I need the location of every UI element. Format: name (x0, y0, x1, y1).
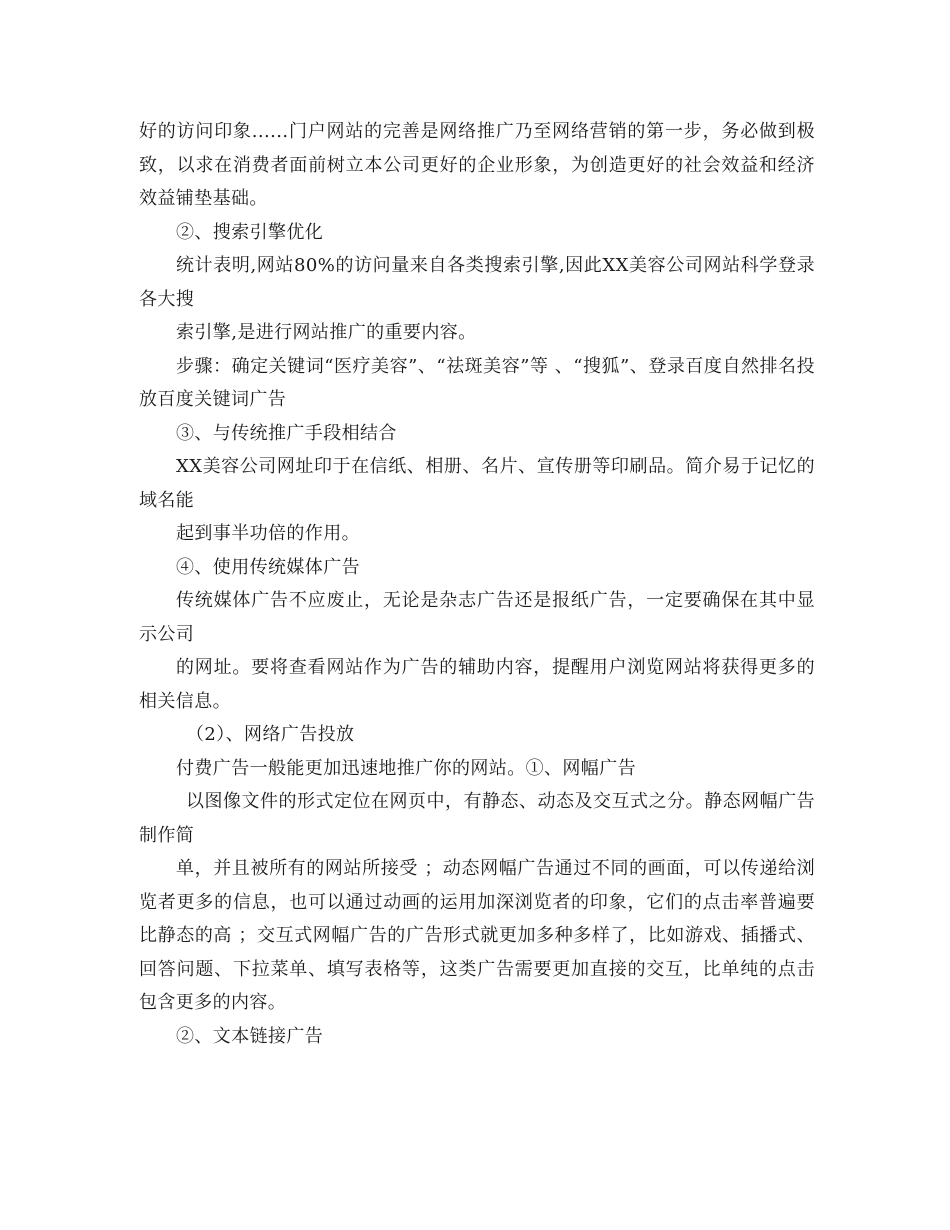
paragraph-print-materials: XX美容公司网址印于在信纸、相册、名片、宣传册等印刷品。简介易于记忆的域名能 (139, 456, 815, 511)
heading-search-engine-optimization: ②、搜索引擎优化 (176, 221, 324, 243)
document-body (139, 115, 815, 1053)
paragraph-search-stats: 统计表明,网站80%的访问量来自各类搜索引擎,因此XX美容公司网站科学登录各大搜 (139, 255, 815, 310)
heading-traditional-media: ④、使用传统媒体广告 (176, 556, 360, 578)
paragraph-steps: 步骤：确定关键词“医疗美容”、“祛斑美容”等 、“搜狐”、登录百度自然排名投放百度关键词广告 (139, 355, 815, 410)
heading-traditional-promotion: ③、与传统推广手段相结合 (176, 422, 397, 444)
paragraph-paid-ads: 付费广告一般能更加迅速地推广你的网站。①、网幅广告 (176, 757, 636, 779)
paragraph-print-materials-cont: 起到事半功倍的作用。 (176, 523, 360, 544)
heading-online-ads: （2）、网络广告投放 (186, 724, 355, 745)
paragraph-intro-continuation: 好的访问印象......门户网站的完善是网络推广乃至网络营销的第一步，务必做到极致，以求在消费者面前树立本公司更好的企业形象，为创造更好的社会效益和经济效益铺垫基础。 (139, 121, 815, 209)
paragraph-banner-ads-cont: 单，并且被所有的网站所接受 ；动态网幅广告通过不同的画面，可以传递给浏览者更多的信息，也可以通过动画的运用加深浏览者的印象，它们的点击率普遍要比静态的高 ；交互式网幅广告的广告形式就更加多种多样了，比如游戏、插播式、回答问题、下拉菜单、填写表格等，这类广告需要更加直接的交互，比单纯的点击包含更多的内容。 (139, 858, 815, 1013)
paragraph-search-stats-cont: 索引擎,是进行网站推广的重要内容。 (176, 322, 477, 343)
heading-text-link-ads: ②、文本链接广告 (176, 1025, 324, 1047)
paragraph-banner-ads: 以图像文件的形式定位在网页中，有静态、动态及交互式之分。静态网幅广告制作简 (139, 791, 815, 846)
paragraph-traditional-media: 传统媒体广告不应废止，无论是杂志广告还是报纸广告，一定要确保在其中显示公司 (139, 590, 815, 645)
paragraph-traditional-media-cont: 的网址。要将查看网站作为广告的辅助内容，提醒用户浏览网站将获得更多的相关信息。 (139, 657, 815, 712)
